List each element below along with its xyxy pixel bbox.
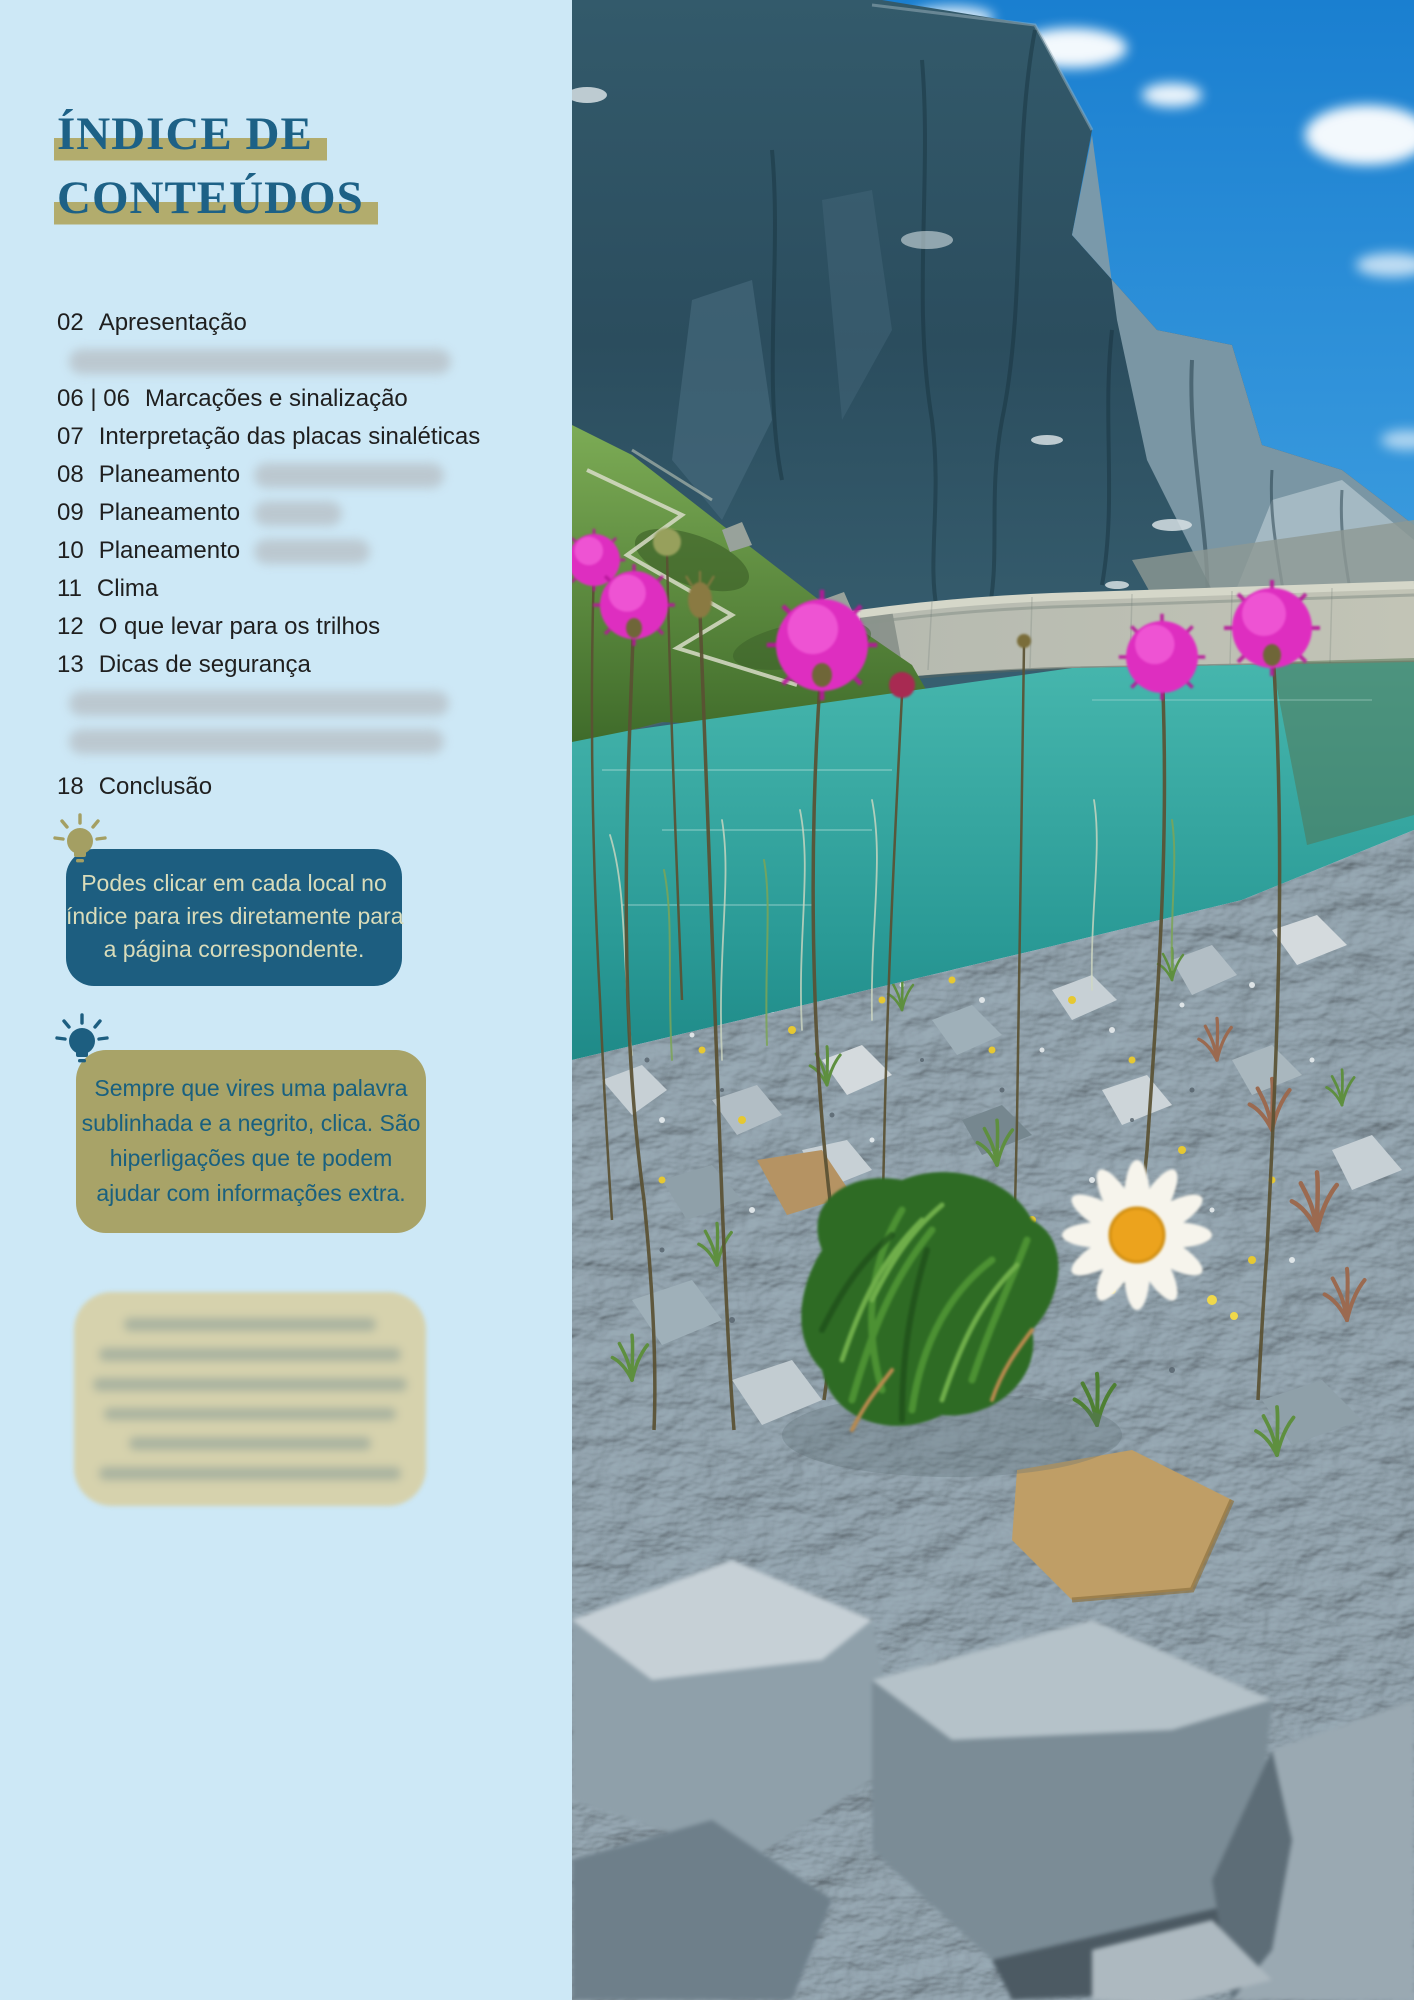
redacted-text	[254, 539, 370, 564]
toc-item-label: Conclusão	[98, 773, 213, 800]
toc-item-planeamento-1[interactable]	[57, 456, 549, 494]
toc-item-conclusao[interactable]	[57, 768, 549, 806]
toc-item-marcacoes[interactable]	[57, 380, 549, 418]
redacted-text-line	[99, 1348, 401, 1361]
redacted-toc-row	[57, 684, 549, 722]
lightbulb-icon	[50, 1010, 114, 1074]
redacted-text	[254, 501, 342, 526]
redacted-text	[254, 463, 444, 488]
callout-text-line: índice para ires diretamente para	[66, 903, 404, 929]
redacted-text-line	[99, 1467, 401, 1480]
toc-page-number: 06 | 06	[57, 385, 130, 412]
toc-item-label: Interpretação das placas sinaléticas	[98, 423, 481, 450]
toc-page-number: 11	[57, 575, 82, 602]
toc-list	[57, 304, 549, 806]
toc-item-dicas-seguranca[interactable]	[57, 646, 549, 684]
toc-item-label: Planeamento	[98, 537, 241, 564]
tip-callout-hyperlinks	[76, 1050, 426, 1233]
toc-page-number: 09	[57, 499, 84, 526]
page-title	[57, 102, 378, 230]
toc-page-number: 02	[57, 309, 84, 336]
toc-item-label: Marcações e sinalização	[144, 385, 408, 412]
redacted-text-line	[93, 1378, 407, 1391]
toc-page-number: 13	[57, 651, 84, 678]
toc-item-label: Planeamento	[98, 461, 241, 488]
redacted-text-line	[129, 1437, 371, 1450]
toc-item-label: Dicas de segurança	[98, 651, 311, 678]
toc-page-number: 10	[57, 537, 84, 564]
toc-item-label: Apresentação	[98, 309, 247, 336]
page-title-line-2: CONTEÚDOS	[54, 169, 378, 227]
toc-item-interpretacao[interactable]	[57, 418, 549, 456]
callout-text-line: ajudar com informações extra.	[96, 1180, 406, 1206]
redacted-toc-row	[57, 722, 549, 760]
callout-text-line: Podes clicar em cada local no	[81, 870, 387, 896]
toc-item-planeamento-3[interactable]	[57, 532, 549, 570]
toc-item-clima[interactable]	[57, 570, 549, 608]
callout-text-line: Sempre que vires uma palavra	[94, 1075, 408, 1101]
toc-page-number: 12	[57, 613, 84, 640]
lightbulb-icon	[48, 810, 112, 874]
tip-callout-clickable-index	[66, 849, 402, 986]
toc-page-number: 07	[57, 423, 84, 450]
callout-text-line: sublinhada e a negrito, clica. São	[81, 1110, 421, 1136]
toc-item-label: Planeamento	[98, 499, 241, 526]
toc-item-planeamento-2[interactable]	[57, 494, 549, 532]
toc-item-o-que-levar[interactable]	[57, 608, 549, 646]
redacted-toc-row	[57, 342, 549, 380]
redacted-text-line	[104, 1408, 396, 1421]
page-title-line-1: ÍNDICE DE	[54, 105, 327, 163]
callout-text-line: a página correspondente.	[103, 936, 365, 962]
toc-item-apresentacao[interactable]	[57, 304, 549, 342]
callout-text-line: hiperligações que te podem	[109, 1145, 393, 1171]
toc-page-number: 08	[57, 461, 84, 488]
redacted-text	[69, 691, 449, 716]
redacted-text	[69, 729, 444, 754]
left-panel	[0, 0, 572, 2000]
toc-page-number: 18	[57, 773, 84, 800]
toc-item-label: O que levar para os trilhos	[98, 613, 381, 640]
redacted-note-box	[74, 1292, 426, 1506]
cover-photo-mountain-dam-lake	[572, 0, 1414, 2000]
redacted-text	[69, 349, 451, 374]
redacted-text-line	[124, 1318, 376, 1331]
toc-item-label: Clima	[96, 575, 159, 602]
